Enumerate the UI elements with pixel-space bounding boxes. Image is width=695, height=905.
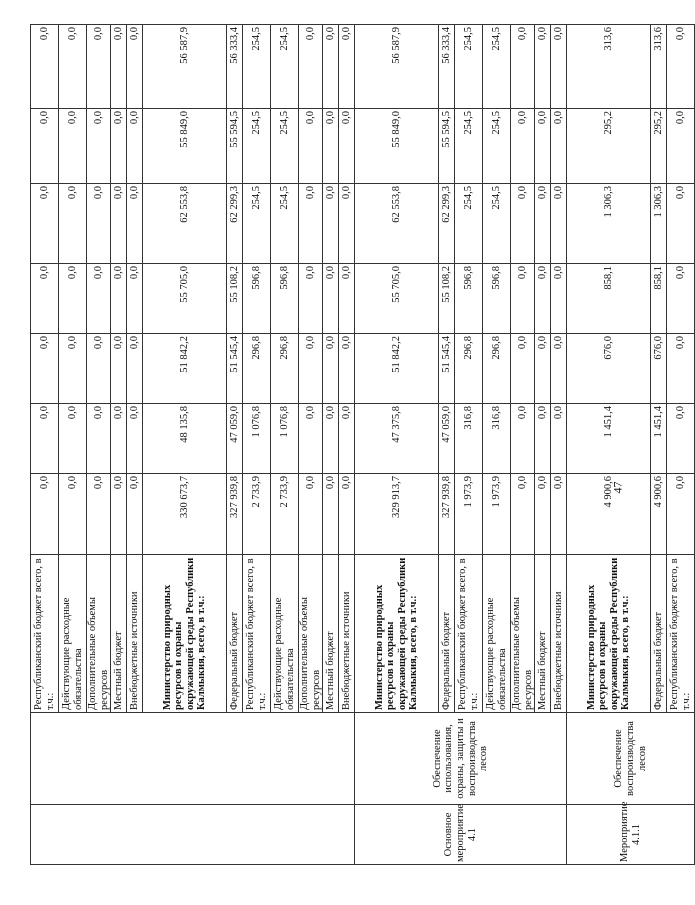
amount-cell: 1 306,3 — [567, 184, 651, 264]
amount-cell: 47 375,8 — [355, 404, 439, 474]
funding-source-cell: Внебюджетные источники — [551, 555, 567, 713]
amount-cell: 0,0 — [511, 474, 535, 555]
amount-cell: 4 900,6 — [567, 474, 651, 555]
amount-cell: 47 059,0 — [439, 404, 455, 474]
amount-cell: 0,0 — [339, 109, 355, 184]
amount-cell: 254,5 — [271, 184, 299, 264]
amount-cell: 858,1 — [651, 264, 667, 334]
amount-cell: 0,0 — [339, 404, 355, 474]
amount-cell: 254,5 — [271, 25, 299, 109]
amount-cell: 0,0 — [323, 404, 339, 474]
amount-cell: 0,0 — [299, 404, 323, 474]
table-row — [31, 25, 59, 865]
amount-cell: 55 705,0 — [355, 264, 439, 334]
funding-source-cell: Республиканский бюджет всего, в т.ч.: — [667, 555, 695, 713]
amount-cell: 254,5 — [243, 184, 271, 264]
amount-cell: 0,0 — [87, 264, 111, 334]
amount-cell: 0,0 — [127, 334, 143, 404]
amount-cell: 327 939,8 — [227, 474, 243, 555]
amount-cell: 0,0 — [111, 25, 127, 109]
amount-cell: 0,0 — [87, 474, 111, 555]
amount-cell: 0,0 — [31, 334, 59, 404]
amount-cell: 596,8 — [271, 264, 299, 334]
amount-cell: 51 842,2 — [143, 334, 227, 404]
amount-cell: 56 333,4 — [439, 25, 455, 109]
amount-cell: 56 587,9 — [355, 25, 439, 109]
funding-source-cell: Федеральный бюджет — [227, 555, 243, 713]
amount-cell: 0,0 — [59, 25, 87, 109]
amount-cell: 55 108,2 — [227, 264, 243, 334]
amount-cell: 0,0 — [59, 264, 87, 334]
amount-cell: 0,0 — [551, 264, 567, 334]
amount-cell: 0,0 — [511, 184, 535, 264]
amount-cell: 0,0 — [323, 334, 339, 404]
amount-cell: 62 299,3 — [439, 184, 455, 264]
amount-cell: 0,0 — [31, 474, 59, 555]
amount-cell: 0,0 — [535, 184, 551, 264]
amount-cell: 4 900,6 — [651, 474, 667, 555]
funding-source-cell: Министерство природных ресурсов и охраны окружающей среды Республики Калмыкия, всего, в т.ч.: — [355, 555, 439, 713]
amount-cell: 316,8 — [483, 404, 511, 474]
amount-cell: 56 333,4 — [227, 25, 243, 109]
amount-cell: 0,0 — [87, 25, 111, 109]
amount-cell: 296,8 — [483, 334, 511, 404]
amount-cell: 254,5 — [243, 25, 271, 109]
amount-cell: 0,0 — [87, 109, 111, 184]
amount-cell: 0,0 — [31, 109, 59, 184]
amount-cell: 0,0 — [59, 109, 87, 184]
page-number: 47 — [610, 481, 625, 494]
activity-name-cell: Обеспечение воспроизводства лесов — [567, 713, 695, 805]
amount-cell: 51 842,2 — [355, 334, 439, 404]
amount-cell: 2 733,9 — [243, 474, 271, 555]
table-row — [355, 25, 439, 865]
amount-cell: 254,5 — [455, 184, 483, 264]
amount-cell: 0,0 — [59, 404, 87, 474]
amount-cell: 0,0 — [667, 474, 695, 555]
amount-cell: 0,0 — [299, 109, 323, 184]
amount-cell: 62 299,3 — [227, 184, 243, 264]
amount-cell: 0,0 — [535, 334, 551, 404]
funding-source-cell: Внебюджетные источники — [339, 555, 355, 713]
amount-cell: 296,8 — [243, 334, 271, 404]
amount-cell: 0,0 — [535, 474, 551, 555]
amount-cell: 62 553,8 — [143, 184, 227, 264]
amount-cell: 329 913,7 — [355, 474, 439, 555]
amount-cell: 330 673,7 — [143, 474, 227, 555]
amount-cell: 0,0 — [299, 474, 323, 555]
amount-cell: 0,0 — [87, 184, 111, 264]
amount-cell: 0,0 — [111, 474, 127, 555]
amount-cell: 596,8 — [483, 264, 511, 334]
amount-cell: 316,8 — [455, 404, 483, 474]
amount-cell: 0,0 — [551, 25, 567, 109]
amount-cell: 47 059,0 — [227, 404, 243, 474]
amount-cell: 0,0 — [299, 184, 323, 264]
amount-cell: 0,0 — [87, 334, 111, 404]
amount-cell: 596,8 — [243, 264, 271, 334]
amount-cell: 1 451,4 — [651, 404, 667, 474]
amount-cell: 0,0 — [551, 474, 567, 555]
amount-cell: 858,1 — [567, 264, 651, 334]
amount-cell: 0,0 — [127, 474, 143, 555]
amount-cell: 1 973,9 — [483, 474, 511, 555]
amount-cell: 0,0 — [127, 264, 143, 334]
amount-cell: 295,2 — [567, 109, 651, 184]
activity-name-cell — [31, 713, 355, 805]
amount-cell: 0,0 — [511, 334, 535, 404]
funding-source-cell: Действующие расходные обязательства — [483, 555, 511, 713]
amount-cell: 0,0 — [667, 184, 695, 264]
amount-cell: 0,0 — [323, 25, 339, 109]
amount-cell: 254,5 — [483, 109, 511, 184]
funding-source-cell: Внебюджетные источники — [127, 555, 143, 713]
funding-source-cell: Республиканский бюджет всего, в т.ч.: — [31, 555, 59, 713]
amount-cell: 0,0 — [59, 334, 87, 404]
amount-cell: 0,0 — [339, 264, 355, 334]
funding-source-cell: Дополнительные объемы ресурсов — [87, 555, 111, 713]
funding-source-cell: Местный бюджет — [535, 555, 551, 713]
amount-cell: 296,8 — [455, 334, 483, 404]
funding-source-cell: Дополнительные объемы ресурсов — [511, 555, 535, 713]
amount-cell: 0,0 — [127, 25, 143, 109]
amount-cell: 596,8 — [455, 264, 483, 334]
amount-cell: 0,0 — [535, 109, 551, 184]
funding-source-cell: Местный бюджет — [323, 555, 339, 713]
amount-cell: 0,0 — [323, 109, 339, 184]
amount-cell: 254,5 — [455, 109, 483, 184]
amount-cell: 0,0 — [535, 404, 551, 474]
amount-cell: 62 553,8 — [355, 184, 439, 264]
amount-cell: 0,0 — [511, 109, 535, 184]
amount-cell: 51 545,4 — [227, 334, 243, 404]
amount-cell: 0,0 — [111, 264, 127, 334]
amount-cell: 0,0 — [339, 474, 355, 555]
amount-cell: 1 076,8 — [243, 404, 271, 474]
amount-cell: 55 849,0 — [355, 109, 439, 184]
amount-cell: 0,0 — [87, 404, 111, 474]
amount-cell: 1 306,3 — [651, 184, 667, 264]
amount-cell: 0,0 — [511, 404, 535, 474]
amount-cell: 0,0 — [667, 264, 695, 334]
amount-cell: 0,0 — [127, 109, 143, 184]
table-row — [567, 25, 651, 865]
amount-cell: 55 108,2 — [439, 264, 455, 334]
amount-cell: 0,0 — [339, 25, 355, 109]
funding-source-cell: Министерство природных ресурсов и охраны окружающей среды Республики Калмыкия, всего, в т.ч.: — [567, 555, 651, 713]
amount-cell: 0,0 — [111, 334, 127, 404]
activity-code-cell: Мероприятие 4.1.1 — [567, 805, 695, 865]
amount-cell: 0,0 — [667, 334, 695, 404]
amount-cell: 254,5 — [483, 25, 511, 109]
amount-cell: 48 135,8 — [143, 404, 227, 474]
amount-cell: 0,0 — [31, 264, 59, 334]
funding-source-cell: Местный бюджет — [111, 555, 127, 713]
amount-cell: 0,0 — [551, 109, 567, 184]
amount-cell: 0,0 — [31, 184, 59, 264]
amount-cell: 56 587,9 — [143, 25, 227, 109]
funding-source-cell: Республиканский бюджет всего, в т.ч.: — [243, 555, 271, 713]
amount-cell: 0,0 — [127, 404, 143, 474]
amount-cell: 0,0 — [59, 184, 87, 264]
amount-cell: 0,0 — [323, 184, 339, 264]
amount-cell: 0,0 — [511, 264, 535, 334]
amount-cell: 295,2 — [651, 109, 667, 184]
amount-cell: 0,0 — [299, 264, 323, 334]
amount-cell: 0,0 — [667, 109, 695, 184]
amount-cell: 327 939,8 — [439, 474, 455, 555]
activity-name-cell: Обеспечение использования, охраны, защиты и воспроизводства лесов — [355, 713, 567, 805]
amount-cell: 0,0 — [31, 25, 59, 109]
amount-cell: 2 733,9 — [271, 474, 299, 555]
amount-cell: 0,0 — [551, 404, 567, 474]
amount-cell: 0,0 — [59, 474, 87, 555]
funding-source-cell: Республиканский бюджет всего, в т.ч.: — [455, 555, 483, 713]
amount-cell: 55 594,5 — [227, 109, 243, 184]
amount-cell: 0,0 — [299, 334, 323, 404]
amount-cell: 254,5 — [243, 109, 271, 184]
amount-cell: 55 705,0 — [143, 264, 227, 334]
amount-cell: 676,0 — [567, 334, 651, 404]
amount-cell: 0,0 — [111, 184, 127, 264]
amount-cell: 0,0 — [339, 184, 355, 264]
funding-source-cell: Действующие расходные обязательства — [271, 555, 299, 713]
funding-source-cell: Министерство природных ресурсов и охраны окружающей среды Республики Калмыкия, всего, в т.ч.: — [143, 555, 227, 713]
amount-cell: 0,0 — [511, 25, 535, 109]
amount-cell: 676,0 — [651, 334, 667, 404]
amount-cell: 0,0 — [667, 404, 695, 474]
amount-cell: 0,0 — [127, 184, 143, 264]
amount-cell: 55 849,0 — [143, 109, 227, 184]
amount-cell: 1 076,8 — [271, 404, 299, 474]
amount-cell: 0,0 — [535, 25, 551, 109]
activity-code-cell: Основное мероприятие 4.1 — [355, 805, 567, 865]
amount-cell: 51 545,4 — [439, 334, 455, 404]
amount-cell: 0,0 — [323, 264, 339, 334]
amount-cell: 313,6 — [651, 25, 667, 109]
amount-cell: 1 451,4 — [567, 404, 651, 474]
amount-cell: 0,0 — [551, 184, 567, 264]
funding-source-cell: Дополнительные объемы ресурсов — [299, 555, 323, 713]
amount-cell: 313,6 — [567, 25, 651, 109]
amount-cell: 0,0 — [111, 404, 127, 474]
amount-cell: 0,0 — [31, 404, 59, 474]
amount-cell: 0,0 — [299, 25, 323, 109]
budget-table — [30, 24, 695, 865]
amount-cell: 1 973,9 — [455, 474, 483, 555]
funding-source-cell: Действующие расходные обязательства — [59, 555, 87, 713]
amount-cell: 254,5 — [271, 109, 299, 184]
amount-cell: 0,0 — [111, 109, 127, 184]
amount-cell: 0,0 — [323, 474, 339, 555]
amount-cell: 296,8 — [271, 334, 299, 404]
amount-cell: 0,0 — [339, 334, 355, 404]
amount-cell: 254,5 — [455, 25, 483, 109]
amount-cell: 0,0 — [535, 264, 551, 334]
funding-source-cell: Федеральный бюджет — [439, 555, 455, 713]
activity-code-cell — [31, 805, 355, 865]
amount-cell: 55 594,5 — [439, 109, 455, 184]
funding-source-cell: Федеральный бюджет — [651, 555, 667, 713]
amount-cell: 0,0 — [667, 25, 695, 109]
amount-cell: 254,5 — [483, 184, 511, 264]
amount-cell: 0,0 — [551, 334, 567, 404]
rotated-table-area — [30, 25, 692, 865]
